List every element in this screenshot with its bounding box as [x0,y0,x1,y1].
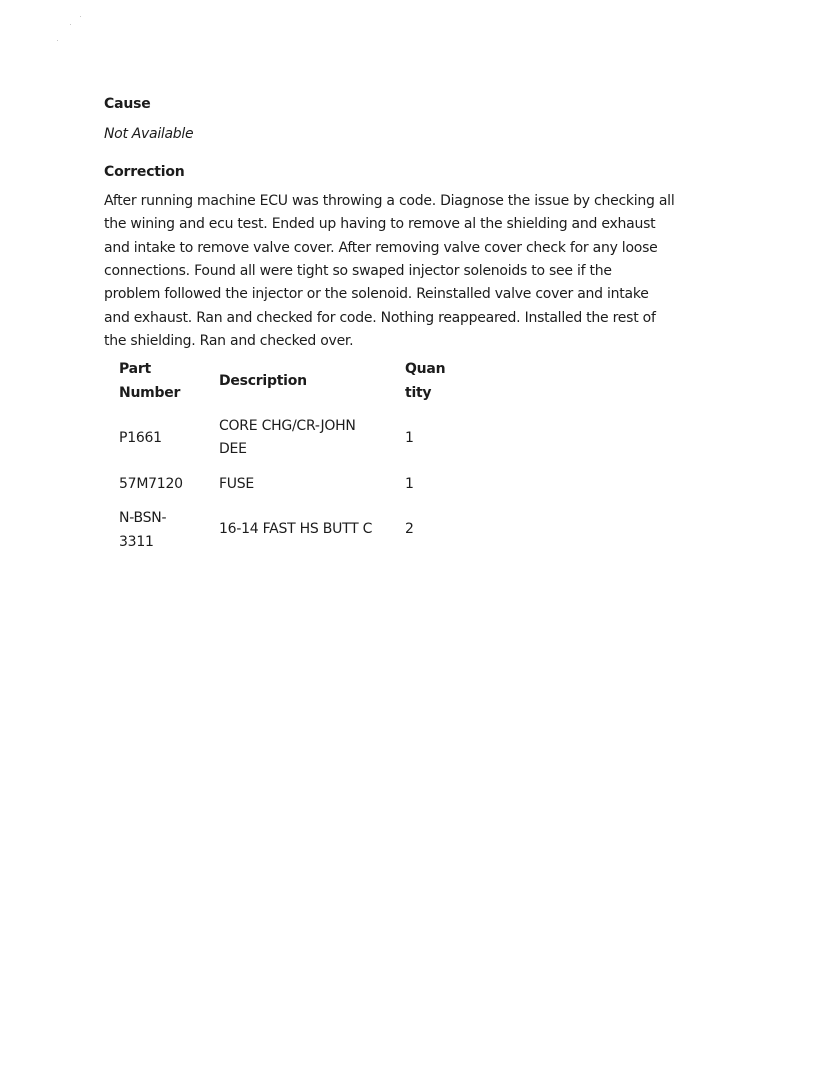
correction-line: After running machine ECU was throwing a code. Diagnose the issue by checking all [104,193,675,209]
correction-line: the wining and ecu test. Ended up having to remove al the shielding and exhaust [104,216,656,232]
correction-line: the shielding. Ran and checked over. [104,333,354,349]
scan-speck [80,16,81,17]
correction-line: and exhaust. Ran and checked for code. Nothing reappeared. Installed the rest of [104,310,656,326]
description-cell: CORE CHG/CR-JOHN [219,418,356,434]
part-number-cell: 57M7120 [119,476,183,492]
header-part-number: Part [119,361,151,377]
quantity-cell: 2 [405,521,414,537]
correction-line: connections. Found all were tight so swaped injector solenoids to see if the [104,263,612,279]
part-number-cell: N-BSN- [119,510,167,526]
part-number-cell: 3311 [119,534,154,550]
part-number-cell: P1661 [119,430,162,446]
correction-line: problem followed the injector or the solenoid. Reinstalled valve cover and intake [104,286,649,302]
description-cell: FUSE [219,476,255,492]
description-cell: 16-14 FAST HS BUTT C [219,521,373,537]
correction-line: and intake to remove valve cover. After removing valve cover check for any loose [104,240,658,256]
header-description: Description [219,373,307,389]
scan-speck [70,24,71,25]
scan-speck [57,40,58,41]
header-part-number: Number [119,385,181,401]
correction-heading: Correction [104,164,185,180]
quantity-cell: 1 [405,476,414,492]
description-cell: DEE [219,441,247,457]
cause-heading: Cause [104,96,151,112]
header-quantity: Quan [405,361,446,377]
cause-value: Not Available [104,126,194,142]
header-quantity: tity [405,385,432,401]
quantity-cell: 1 [405,430,414,446]
